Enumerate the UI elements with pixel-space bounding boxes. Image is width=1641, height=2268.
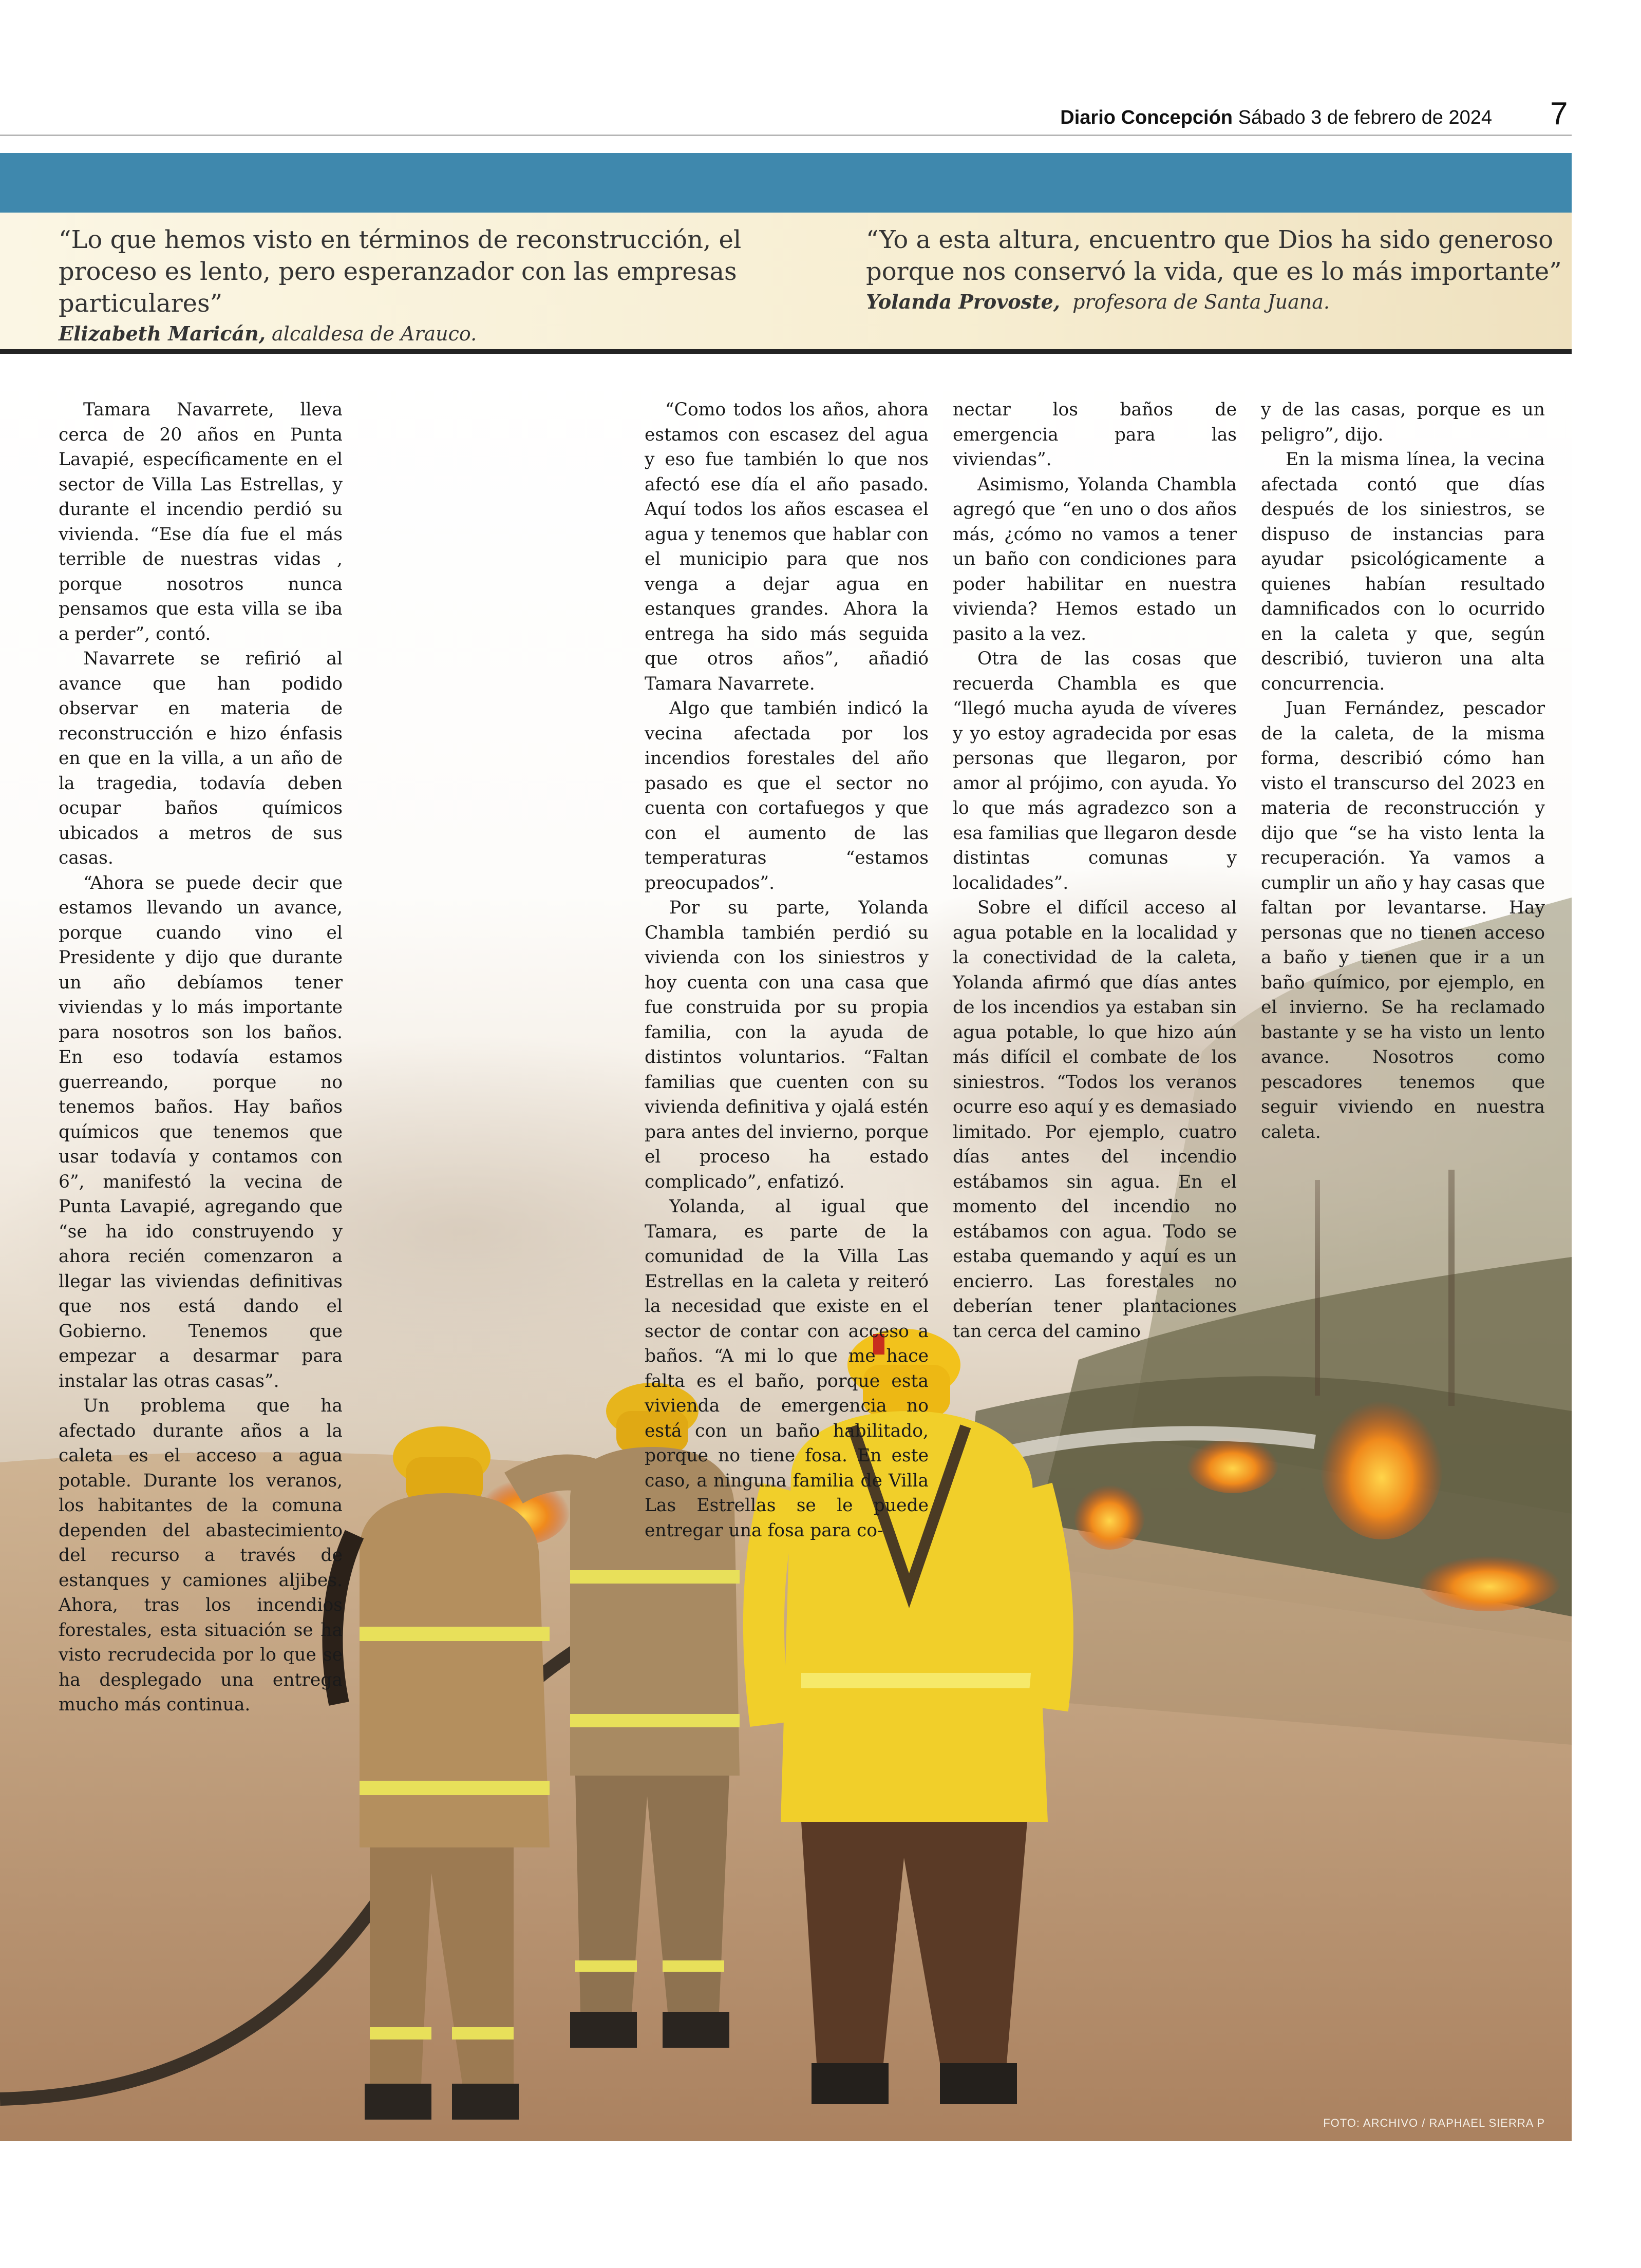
pull-quote-1 xyxy=(59,224,798,348)
article-column-4 xyxy=(1261,397,1545,1145)
article-paragraph: Tamara Navarrete, lleva cerca de 20 años en Punta Lavapié, específicamente en el sector de Villa Las Estrellas, y durante el incendio perdió su vivienda. “Ese día fue el más terrible de nuestras vidas , porque nosotros nunca pensamos que esta villa se iba a perder”, contó. xyxy=(59,399,343,644)
quote-role: profesora de Santa Juana. xyxy=(1072,291,1330,313)
issue-date: Sábado 3 de febrero de 2024 xyxy=(1238,107,1492,128)
article-paragraph: Asimismo, Yolanda Chambla agregó que “en uno o dos años más, ¿cómo no vamos a tener un baño con condiciones para poder habilitar en nuestra vivienda? Hemos estado un pasito a la vez. xyxy=(953,474,1237,644)
article-paragraph: “Ahora se puede decir que estamos llevando un avance, porque cuando vino el Presidente y dijo que durante un año debíamos tener viviendas y lo más importante para nosotros son los baños. En eso todavía estamos guerreando, porque no tenemos baños. Hay baños químicos que tenemos que usar todavía y contamos con 6”, manifestó la vecina de Punta Lavapié, agregando que “se ha ido construyendo y ahora recién comenzaron a llegar las viviendas definitivas que nos está dando el Gobierno. Tenemos que empezar a desarmar para instalar las otras casas”. xyxy=(59,872,343,1392)
quote-author: Elizabeth Maricán, xyxy=(59,322,266,345)
article-column-2 xyxy=(645,397,929,1543)
article-paragraph: “Como todos los años, ahora estamos con escasez del agua y eso fue también lo que nos afectó ese día el año pasado. Aquí todos los años escasea el agua y tenemos que hablar con el municipio para que nos venga a dejar agua en estanques grandes. Ahora la entrega ha sido más seguida que otros años”, añadió Tamara Navarrete. xyxy=(645,399,929,694)
pull-quotes-band xyxy=(0,213,1572,350)
photo-credit: FOTO: ARCHIVO / RAPHAEL SIERRA P xyxy=(1323,2117,1545,2129)
header-rule xyxy=(0,135,1572,136)
pull-quote-2 xyxy=(866,224,1606,316)
article-paragraph: En la misma línea, la vecina afectada contó que días después de los siniestros, se dispuso de instancias para ayudar psicológicamente a quienes habían resultado damnificados con lo ocurrido en la caleta y que, según describió, tuvieron una alta concurrencia. xyxy=(1261,449,1545,694)
pull-quote-text: “Lo que hemos visto en términos de reconstrucción, el proceso es lento, pero esperanzador con las empresas particulares” xyxy=(59,225,742,318)
article-paragraph: Otra de las cosas que recuerda Chambla es que “llegó mucha ayuda de víveres y yo estoy agradecida por esas personas que llegaron, por amor al prójimo, con ayuda. Yo lo que más agradezco son a esa familias que llegaron desde distintas comunas y localidades”. xyxy=(953,649,1237,893)
article-paragraph: Yolanda, al igual que Tamara, es parte de la comunidad de la Villa Las Estrellas en la caleta y reiteró la necesidad que existe en el sector de contar con acceso a baños. “A mi lo que me hace falta es el baño, porque esta vivienda de emergencia no está con un baño habilitado, porque no tiene fosa. En este caso, a ninguna familia de Villa Las Estrellas se le puede entregar una fosa para co- xyxy=(645,1196,929,1541)
article-paragraph: Algo que también indicó la vecina afectada por los incendios forestales del año pasado es que el sector no cuenta con cortafuegos y que con el aumento de las temperaturas “estamos preocupados”. xyxy=(645,698,929,893)
article-paragraph: Sobre el difícil acceso al agua potable en la localidad y la conectividad de la caleta, Yolanda afirmó que días antes de los incendios ya estaban sin agua potable, lo que hizo aún más difícil el combate de los siniestros. “Todos los veranos ocurre eso aquí y es demasiado limitado. Por ejemplo, cuatro días antes del incendio estábamos sin agua. En el momento del incendio no estábamos con agua. Todo se estaba quemando y aquí es un encierro. Las forestales no deberían tener plantaciones tan cerca del camino xyxy=(953,898,1237,1342)
newspaper-name: Diario Concepción xyxy=(1060,107,1233,128)
masthead xyxy=(1060,107,1492,129)
pull-quote-attribution xyxy=(59,319,798,348)
pull-quote-attribution xyxy=(866,288,1606,316)
article-paragraph: Un problema que ha afectado durante años a la caleta es el acceso a agua potable. Durante los veranos, los habitantes de la comuna dependen del abastecimiento del recurso a través de estanques y camiones aljibes. Ahora, tras los incendios forestales, esta situación se ha visto recrudecida por lo que se ha desplegado una entrega mucho más continua. xyxy=(59,1396,343,1715)
pull-quote-text: “Yo a esta altura, encuentro que Dios ha sido generoso porque nos conservó la vida, que es lo más importante” xyxy=(866,225,1562,286)
quote-author: Yolanda Provoste, xyxy=(866,290,1060,313)
page-header xyxy=(0,0,1641,139)
article-paragraph: Por su parte, Yolanda Chambla también perdió su vivienda con los siniestros y hoy cuenta con una casa que fue construida por su propia familia, con la ayuda de distintos voluntarios. “Faltan familias que cuenten con su vivienda definitiva y ojalá estén para antes del invierno, porque el proceso ha estado complicado”, enfatizó. xyxy=(645,898,929,1192)
quotes-divider xyxy=(0,349,1572,354)
article-paragraph: y de las casas, porque es un peligro”, dijo. xyxy=(1261,399,1545,445)
article-paragraph: Navarrete se refirió al avance que han podido observar en materia de reconstrucción e hizo énfasis en que en la villa, a un año de la tragedia, todavía deben ocupar baños químicos ubicados a metros de sus casas. xyxy=(59,649,343,868)
page-number: 7 xyxy=(1550,96,1568,131)
article-column-3 xyxy=(953,397,1237,1344)
firefighters-photo xyxy=(0,358,1572,2141)
article-paragraph: nectar los baños de emergencia para las viviendas”. xyxy=(953,399,1237,470)
section-color-bar xyxy=(0,153,1572,213)
article-paragraph: Juan Fernández, pescador de la caleta, de la misma forma, describió cómo han visto el transcurso del 2023 en materia de reconstrucción y dijo que “se ha visto lenta la recuperación. Ya vamos a cumplir un año y hay casas que faltan por levantarse. Hay personas que no tienen acceso a baño y tienen que ir a un baño químico, por ejemplo, en el invierno. Se ha reclamado bastante y se ha visto un lento avance. Nosotros como pescadores tenemos que seguir viviendo en nuestra caleta. xyxy=(1261,698,1545,1142)
quote-role: alcaldesa de Arauco. xyxy=(272,322,477,345)
article-column-1 xyxy=(59,397,343,1718)
